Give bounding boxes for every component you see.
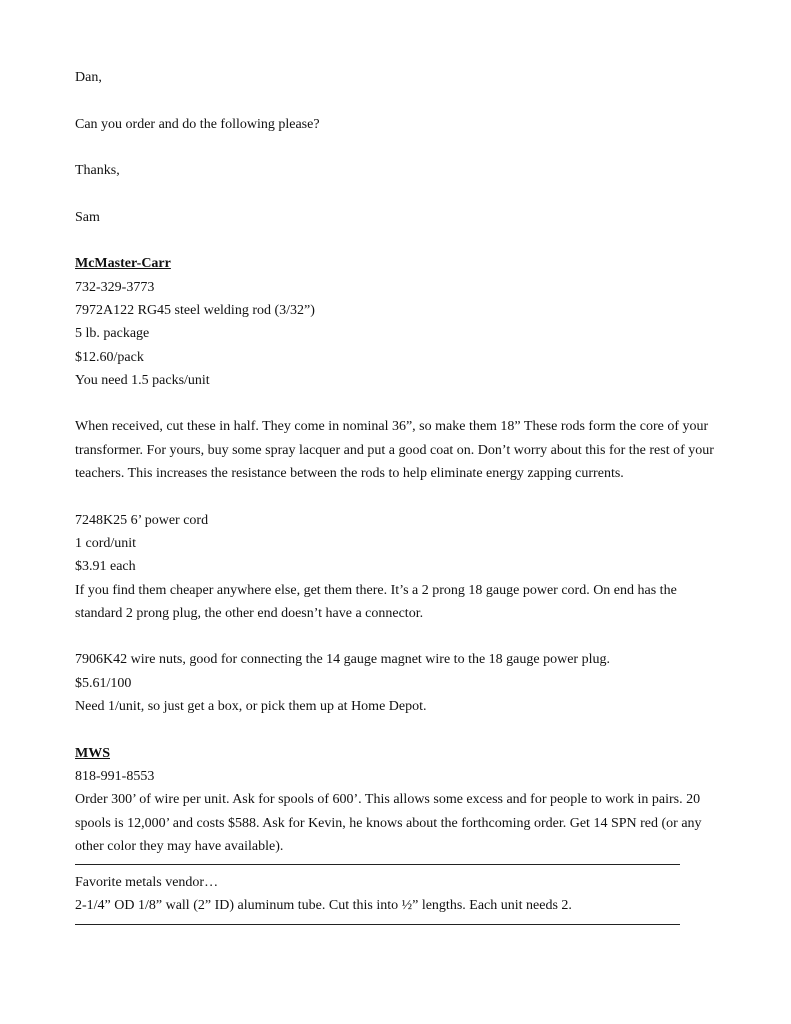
nuts-item: 7906K42 wire nuts, good for connecting the 14 gauge magnet wire to the 18 gauge power plug. <box>75 652 610 668</box>
cord-price: $3.91 each <box>75 559 136 575</box>
cord-qty: 1 cord/unit <box>75 535 137 551</box>
nuts-need: Need 1/unit, so just get a box, or pick them up at Home Depot. <box>75 699 427 715</box>
mcmaster-heading: McMaster-Carr <box>75 256 171 272</box>
rod-package: 5 lb. package <box>75 326 150 342</box>
request-line: Can you order and do the following please? <box>75 116 320 132</box>
thanks-line: Thanks, <box>75 163 120 179</box>
spacer <box>75 89 715 112</box>
rod-price: $12.60/pack <box>75 349 144 365</box>
memo-document <box>75 66 715 931</box>
spacer <box>75 392 715 415</box>
greeting-line: Dan, <box>75 70 102 85</box>
spacer <box>75 229 715 252</box>
signature-line: Sam <box>75 209 100 225</box>
mws-heading: MWS <box>75 745 110 761</box>
nuts-price: $5.61/100 <box>75 675 132 691</box>
divider-bottom <box>75 924 680 925</box>
spacer <box>75 625 715 648</box>
spacer <box>75 718 715 741</box>
mws-note: Order 300’ of wire per unit. Ask for spools of 600’. This allows some excess and for people to work in pairs. 20 spools is 12,000’ and costs $588. Ask for Kevin, he knows about the forthcoming order. Get 14 SPN red (or any other color they may have available). <box>75 792 702 854</box>
cord-note: If you find them cheaper anywhere else, get them there. It’s a 2 prong 18 gauge power cord. On end has the standard 2 prong plug, the other end doesn’t have a connector. <box>75 582 677 621</box>
rod-note: When received, cut these in half. They come in nominal 36”, so make them 18” These rods form the core of your transformer. For yours, buy some spray lacquer and put a good coat on. Don’t worry about this for the rest of your teachers. This increases the resistance between the rods to help eliminate energy zapping currents. <box>75 419 714 482</box>
metals-note: 2-1/4” OD 1/8” wall (2” ID) aluminum tube. Cut this into ½” lengths. Each unit needs 2. <box>75 898 572 914</box>
spacer <box>75 136 715 159</box>
rod-need: You need 1.5 packs/unit <box>75 372 210 388</box>
cord-item: 7248K25 6’ power cord <box>75 512 209 528</box>
metals-heading: Favorite metals vendor… <box>75 875 219 891</box>
spacer <box>75 182 715 205</box>
rod-item: 7972A122 RG45 steel welding rod (3/32”) <box>75 302 315 318</box>
divider-top <box>75 864 680 865</box>
mws-phone: 818-991-8553 <box>75 768 155 784</box>
spacer <box>75 485 715 508</box>
mcmaster-phone: 732-329-3773 <box>75 279 155 295</box>
